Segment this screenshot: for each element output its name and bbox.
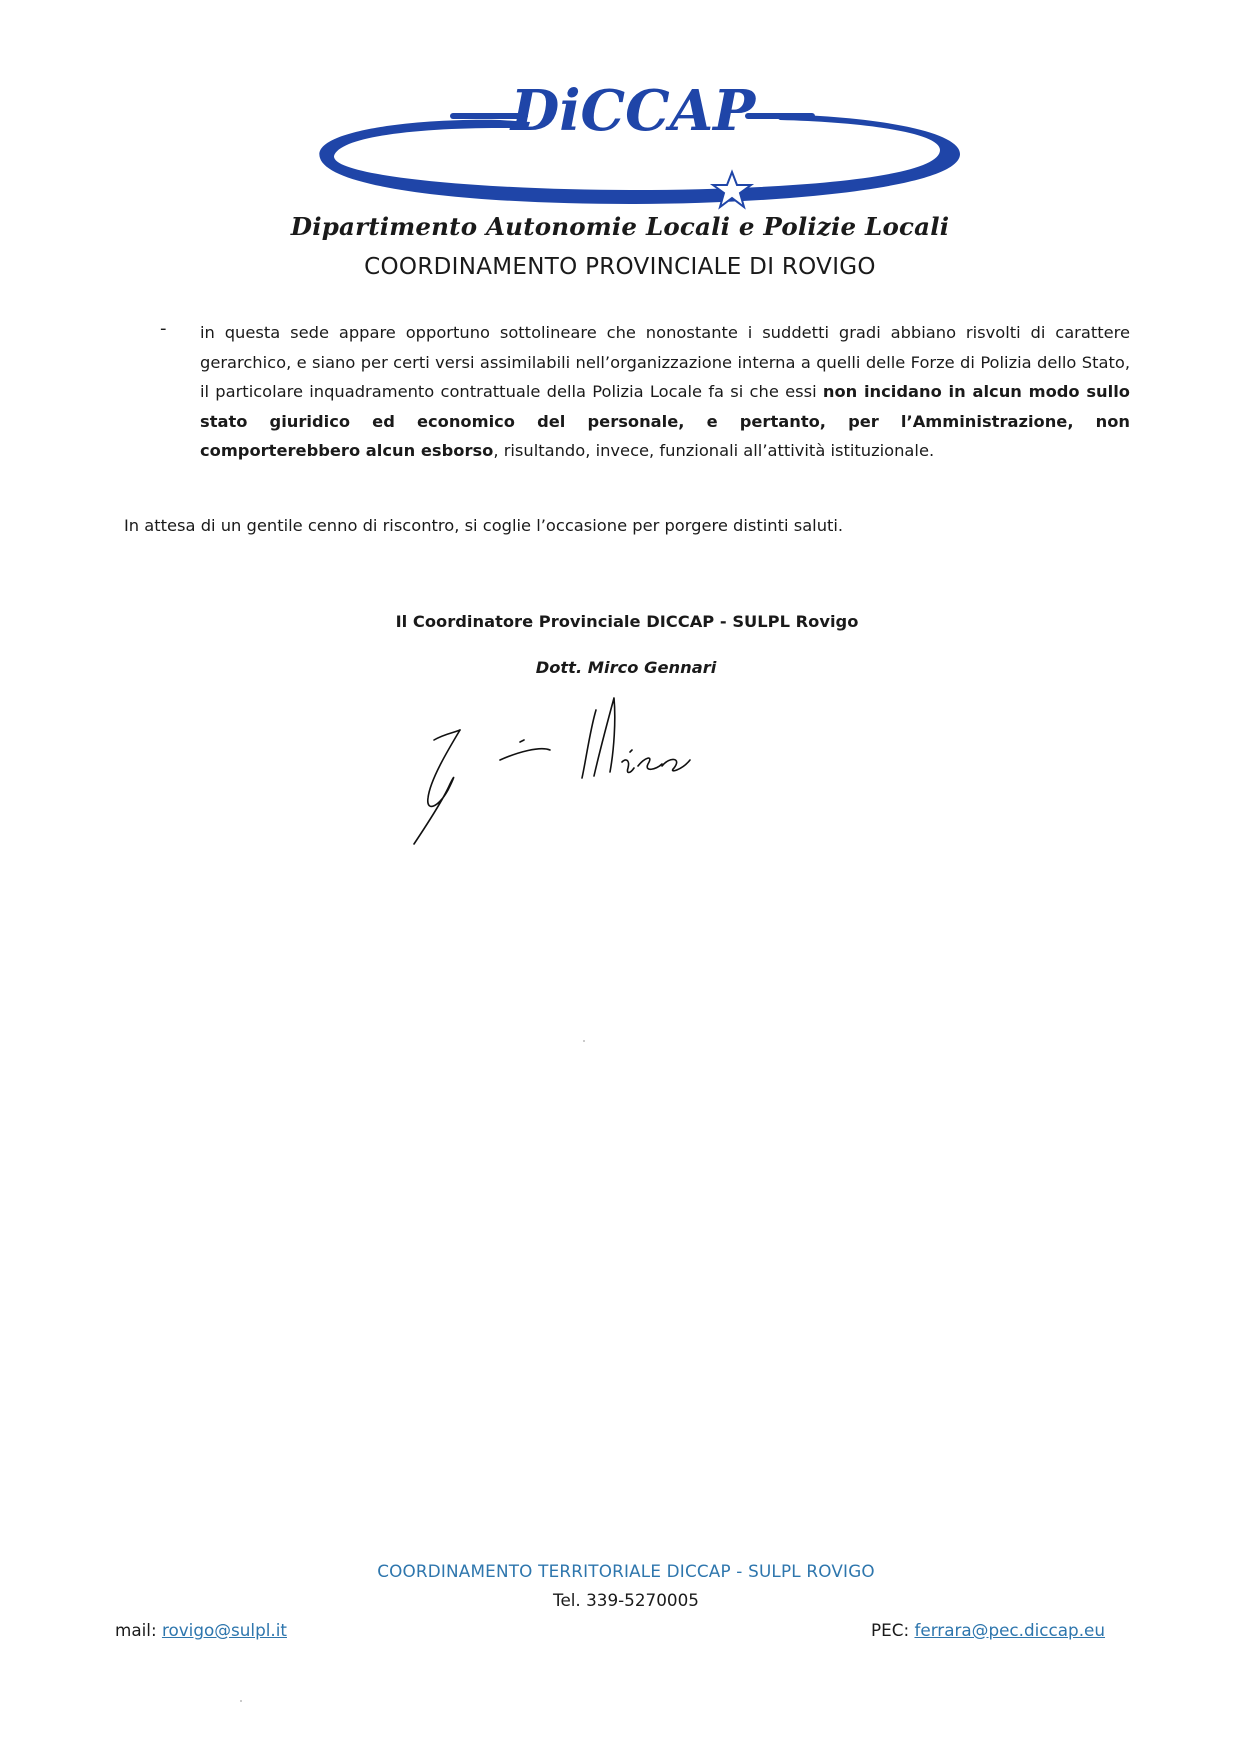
list-bullet: - xyxy=(160,318,167,339)
diccap-logo xyxy=(300,70,960,220)
handwritten-signature xyxy=(400,680,760,860)
signatory-name: Dott. Mirco Gennari xyxy=(535,658,717,677)
pec-label: PEC: xyxy=(871,1620,910,1640)
paragraph-bold-text: non incidano in alcun modo sullo stato giuridico ed economico del personale, e pertanto, per l’Amministrazione, non comporterebbero alcun esborso xyxy=(200,382,1130,460)
mail-label: mail: xyxy=(115,1620,157,1640)
provincial-coordination: COORDINAMENTO PROVINCIALE DI ROVIGO xyxy=(364,254,876,280)
footer-pec xyxy=(871,1620,1105,1640)
footer-mail xyxy=(115,1620,287,1640)
closing-sentence: In attesa di un gentile cenno di riscontro, si coglie l’occasione per porgere distinti saluti. xyxy=(124,516,844,535)
footer-telephone: Tel. 339-5270005 xyxy=(553,1590,699,1610)
scan-speck xyxy=(583,1040,585,1042)
body-paragraph xyxy=(200,318,1130,466)
footer-coordination: COORDINAMENTO TERRITORIALE DICCAP - SULPL ROVIGO xyxy=(377,1561,875,1581)
scan-speck xyxy=(240,1700,242,1702)
logo-text: DiCCAP xyxy=(510,78,756,144)
pec-link[interactable]: ferrara@pec.diccap.eu xyxy=(914,1620,1105,1640)
paragraph-text-1: in questa sede appare opportuno sottolineare che nonostante i suddetti gradi abbiano risvolti di carattere gerarchico, e siano per certi versi assimilabili nell’organizzazione interna a quelli delle Forze di Polizia dello Stato, il particolare inquadramento contrattuale della Polizia Locale fa si che essi xyxy=(200,323,1130,401)
paragraph-text-2: , risultando, invece, funzionali all’attività istituzionale. xyxy=(493,441,935,460)
department-name: Dipartimento Autonomie Locali e Polizie Locali xyxy=(290,212,950,241)
signatory-title: Il Coordinatore Provinciale DICCAP - SULPL Rovigo xyxy=(395,612,859,631)
mail-link[interactable]: rovigo@sulpl.it xyxy=(161,1620,287,1640)
